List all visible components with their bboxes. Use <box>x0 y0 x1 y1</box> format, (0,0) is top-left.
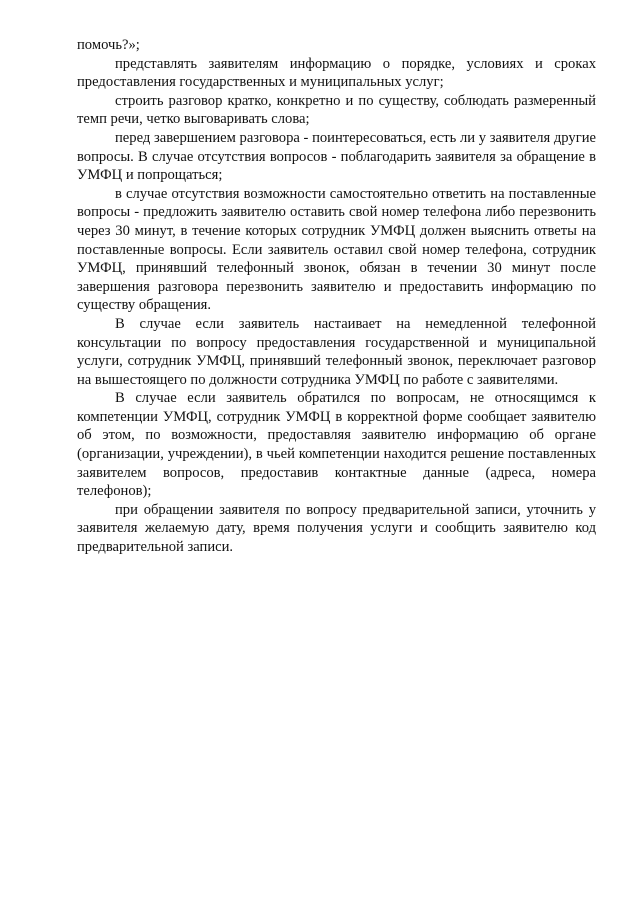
paragraph-5: в случае отсутствия возможности самостоятельно ответить на поставленные вопросы - предложить заявителю оставить свой номер телефона либо перезвонить через 30 минут, в течение которых сотрудник УМФЦ должен выяснить ответы на поставленные вопросы. Если заявитель оставил свой номер телефона, сотрудник УМФЦ, принявший телефонный звонок, обязан в течении 30 минут после завершения разговора перезвонить заявителю и предоставить информацию по существу обращения. <box>77 185 596 314</box>
paragraph-3: строить разговор кратко, конкретно и по существу, соблюдать размеренный темп речи, четко выговаривать слова; <box>77 92 596 128</box>
paragraph-1: помочь?»; <box>77 37 140 53</box>
paragraph-7: В случае если заявитель обратился по вопросам, не относящимся к компетенции УМФЦ, сотрудник УМФЦ в корректной форме сообщает заявителю об этом, по возможности, предоставляя заявителю информацию об органе (организации, учреждении), в чьей компетенции находится решение поставленных заявителем вопросов, предоставив контактные данные (адреса, номера телефонов); <box>77 390 596 500</box>
paragraph-4: перед завершением разговора - поинтересоваться, есть ли у заявителя другие вопросы. В случае отсутствия вопросов - поблагодарить заявителя за обращение в УМФЦ и попрощаться; <box>77 129 596 184</box>
paragraph-2: представлять заявителям информацию о порядке, условиях и сроках предоставления государственных и муниципальных услуг; <box>77 55 596 91</box>
document-body <box>77 36 596 557</box>
paragraph-6: В случае если заявитель настаивает на немедленной телефонной консультации по вопросу предоставления государственной и муниципальной услуги, сотрудник УМФЦ, принявший телефонный звонок, переключает разговор на вышестоящего по должности сотрудника УМФЦ по работе с заявителями. <box>77 315 596 388</box>
paragraph-8: при обращении заявителя по вопросу предварительной записи, уточнить у заявителя желаемую дату, время получения услуги и сообщить заявителю код предварительной записи. <box>77 501 596 556</box>
